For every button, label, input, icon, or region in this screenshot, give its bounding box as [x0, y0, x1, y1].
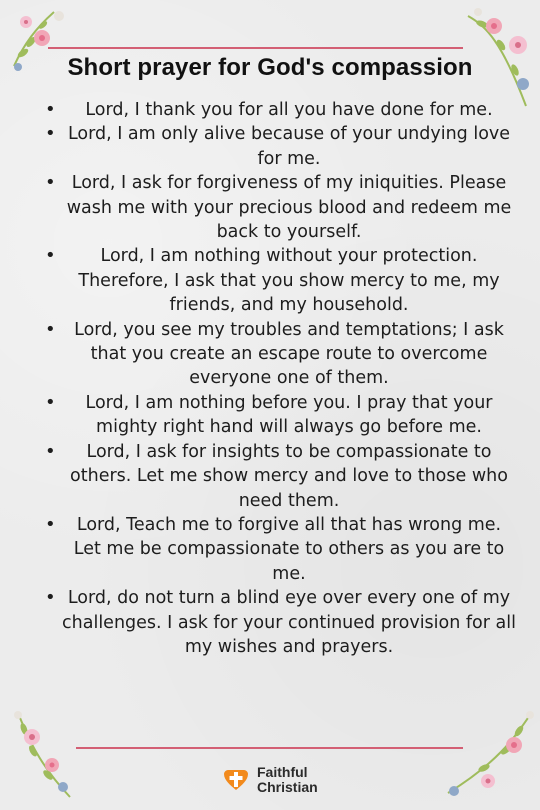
bullet-icon: • — [45, 172, 56, 194]
list-item-text: Lord, I am nothing before you. I pray that your mighty right hand will always go before me. — [85, 392, 493, 438]
list-item-text: Lord, I ask for insights to be compassionate to others. Let me show mercy and love to those who need them. — [70, 441, 508, 511]
list-item — [37, 171, 517, 244]
bullet-icon: • — [45, 513, 56, 535]
page-title: Short prayer for God's compassion — [67, 54, 473, 81]
brand-line-2: Christian — [257, 779, 318, 795]
brand-line-1: Faithful — [257, 764, 308, 780]
cross-heart-icon — [222, 766, 250, 794]
list-item — [37, 244, 517, 317]
list-item — [37, 391, 517, 440]
list-item-text: Lord, I thank you for all you have done for me. — [85, 100, 493, 120]
list-item-text: Lord, do not turn a blind eye over every one of my challenges. I ask for your continued provision for all my wishes and prayers. — [62, 588, 516, 657]
list-item-text: Lord, you see my troubles and temptations; I ask that you create an escape route to overcome everyone one of them. — [74, 319, 504, 389]
list-item — [37, 318, 517, 391]
list-item — [37, 440, 517, 513]
bottom-left-flowers-icon — [8, 705, 98, 810]
bullet-icon: • — [45, 440, 56, 462]
list-item-text: Lord, I am nothing without your protection. Therefore, I ask that you show mercy to me, my friends, and my household. — [78, 246, 500, 316]
list-item-text: Lord, I ask for forgiveness of my iniquities. Please wash me with your precious blood and redeem me back to yourself. — [66, 173, 512, 243]
bottom-right-flowers-icon — [430, 705, 540, 810]
bullet-icon: • — [45, 123, 56, 145]
list-item-text: Lord, Teach me to forgive all that has wrong me. Let me be compassionate to others as you are to me. — [73, 514, 505, 584]
bullet-icon: • — [45, 587, 56, 609]
prayer-list — [37, 98, 517, 659]
bullet-icon: • — [45, 245, 56, 267]
bottom-accent-line — [76, 747, 463, 749]
list-item — [37, 122, 517, 171]
bullet-icon: • — [45, 391, 56, 413]
list-item — [37, 98, 517, 122]
list-item — [37, 586, 517, 659]
top-accent-line — [48, 47, 463, 49]
brand-logo — [222, 765, 318, 795]
brand-text — [257, 765, 318, 795]
bullet-icon: • — [45, 99, 56, 120]
bullet-icon: • — [45, 318, 56, 340]
list-item-text: Lord, I am only alive because of your undying love for me. — [67, 124, 511, 169]
list-item — [37, 513, 517, 586]
